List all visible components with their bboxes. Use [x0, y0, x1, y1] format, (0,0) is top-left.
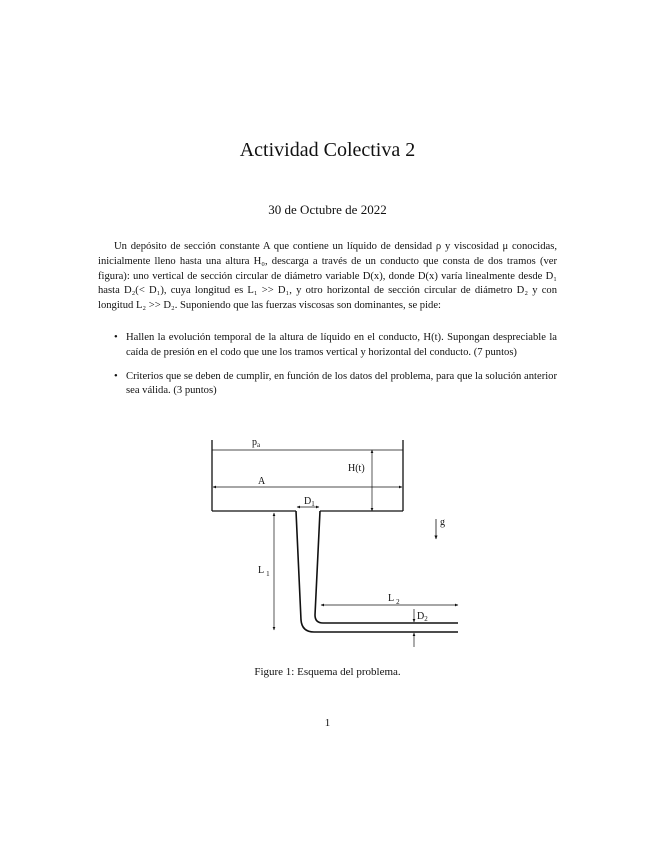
pipe — [296, 511, 458, 632]
l2-label: L $_2$ — [388, 593, 400, 606]
document-date: 30 de Octubre de 2022 — [268, 202, 387, 217]
page-number: 1 — [324, 717, 331, 729]
problem-figure — [200, 435, 470, 650]
d1-label: $D_1$ — [304, 496, 315, 508]
area-label: A — [258, 476, 266, 487]
task-item — [114, 370, 557, 400]
document-title: Actividad Colectiva 2 — [239, 139, 416, 161]
task-text: Criterios que se deben de cumplir, en función de los datos del problema, para que la solución anterior sea válida. (3 puntos) — [126, 370, 557, 397]
task-text: Hallen la evolución temporal de la altura de líquido en el conducto, H(t). Supongan despreciable la caída de presión en el codo que une los tramos vertical y horizontal del conducto. (7 puntos) — [126, 332, 557, 358]
task-item — [114, 331, 557, 361]
d2-label: $D_2$ — [417, 611, 428, 623]
pa-label: $p_a$ — [252, 437, 261, 449]
l1-label: L $_1$ — [258, 565, 270, 578]
figure-caption: Figure 1: Esquema del problema. — [254, 666, 401, 678]
task-list — [114, 331, 557, 399]
problem-statement: Un depósito de sección constante A que contiene un líquido de densidad ρ y viscosidad μ conocidas, inicialmente lleno hasta una altura H₀, descarga a través de un conducto que consta de dos tramos (ver figura): uno vertical de sección circular de diámetro variable D(x), donde D(x) varía linealmente desde D₁ hasta D₂(< D₁), cuya longitud es L₁ >> D₁, y otro horizontal de sección circular de diámetro D₂ y con longitud L₂ >> D₂. Suponiendo que las fuerzas viscosas son dominantes, se pide: — [98, 241, 557, 312]
gravity-label: g — [440, 517, 445, 528]
bullet-icon: • — [114, 332, 118, 343]
bullet-icon: • — [114, 370, 118, 382]
height-label: H(t) — [348, 463, 365, 474]
